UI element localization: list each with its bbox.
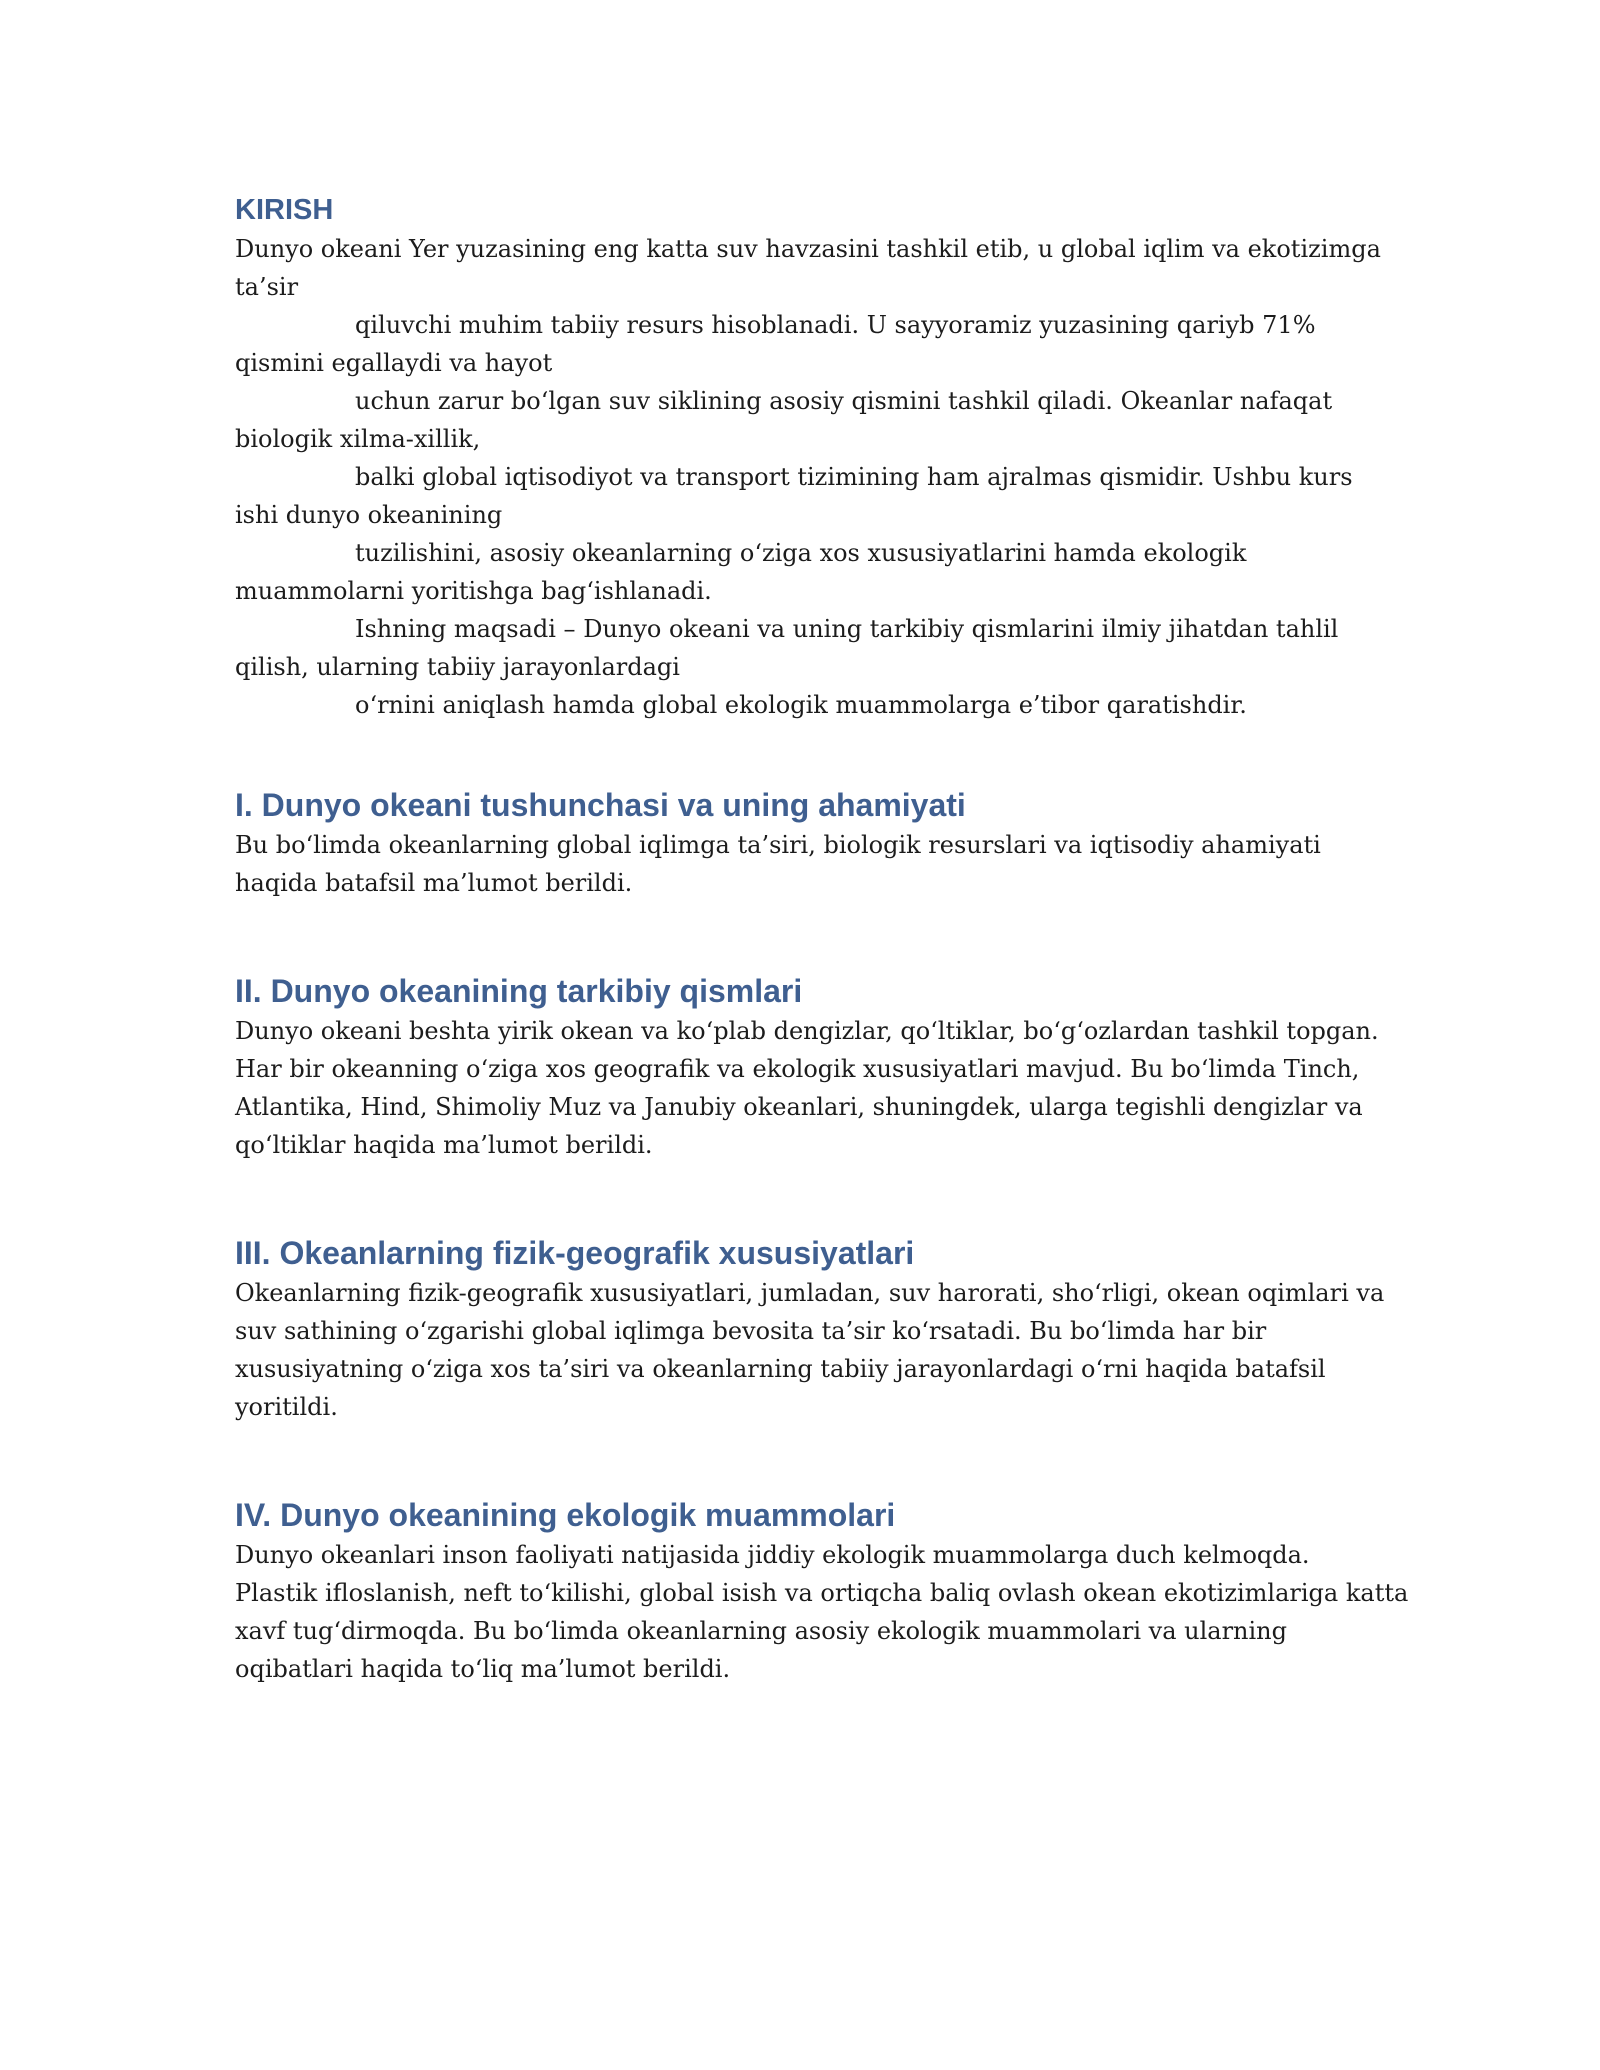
section-paragraph	[235, 1274, 1385, 1426]
section-line: xavf tug‘dirmoqda. Bu bo‘limda okeanlarning asosiy ekologik muammolari va ularning	[235, 1617, 1287, 1645]
section-line: Har bir okeanning o‘ziga xos geografik va ekologik xususiyatlari mavjud. Bu bo‘limda Tinch,	[235, 1055, 1360, 1083]
section-line: Plastik ifloslanish, neft to‘kilishi, global isish va ortiqcha baliq ovlash okean ekotizimlariga katta	[235, 1579, 1409, 1607]
intro-heading: KIRISH	[235, 194, 334, 226]
intro-line: Ishning maqsadi – Dunyo okeani va uning tarkibiy qismlarini ilmiy jihatdan tahlil	[355, 615, 1339, 643]
intro-line: uchun zarur bo‘lgan suv siklining asosiy qismini tashkil qiladi. Okeanlar nafaqat	[355, 387, 1333, 415]
intro-line: qiluvchi muhim tabiiy resurs hisoblanadi. U sayyoramiz yuzasining qariyb 71%	[355, 311, 1316, 339]
section-4	[235, 1494, 1409, 1688]
intro-line: Dunyo okeani Yer yuzasining eng katta suv havzasini tashkil etib, u global iqlim va ekotizimga	[235, 235, 1381, 263]
intro-line: ta’sir	[235, 273, 299, 301]
section-line: suv sathining o‘zgarishi global iqlimga bevosita ta’sir ko‘rsatadi. Bu bo‘limda har bir	[235, 1317, 1267, 1345]
intro-line: muammolarni yoritishga bag‘ishlanadi.	[235, 577, 712, 605]
intro-line: balki global iqtisodiyot va transport tizimining ham ajralmas qismidir. Ushbu kurs	[355, 463, 1353, 491]
intro-line: qismini egallaydi va hayot	[235, 349, 553, 377]
section-heading: IV. Dunyo okeanining ekologik muammolari	[235, 1497, 896, 1533]
intro-line: biologik xilma-xillik,	[235, 425, 481, 453]
section-heading: I. Dunyo okeani tushunchasi va uning ahamiyati	[235, 787, 966, 823]
section-line: Bu bo‘limda okeanlarning global iqlimga ta’siri, biologik resurslari va iqtisodiy ahamiyati	[235, 831, 1321, 859]
section-1	[235, 784, 1365, 902]
section-2	[235, 970, 1379, 1164]
document-page	[235, 190, 1409, 1688]
section-heading: III. Okeanlarning fizik-geografik xususiyatlari	[235, 1235, 915, 1271]
section-line: oqibatlari haqida to‘liq ma’lumot berildi.	[235, 1655, 731, 1683]
section-paragraph	[235, 1536, 1409, 1688]
section-line: haqida batafsil ma’lumot berildi.	[235, 869, 633, 897]
intro-line: o‘rnini aniqlash hamda global ekologik muammolarga e’tibor qaratishdir.	[355, 691, 1247, 719]
intro-line: qilish, ularning tabiiy jarayonlardagi	[235, 653, 680, 681]
section-3	[235, 1232, 1385, 1426]
section-paragraph	[235, 1012, 1379, 1164]
intro-line: ishi dunyo okeanining	[235, 501, 503, 529]
section-line: Okeanlarning fizik-geografik xususiyatlari, jumladan, suv harorati, sho‘rligi, okean oqimlari va	[235, 1279, 1385, 1307]
section-line: yoritildi.	[235, 1393, 338, 1421]
intro-paragraph	[235, 230, 1381, 724]
intro-line: tuzilishini, asosiy okeanlarning o‘ziga xos xususiyatlarini hamda ekologik	[355, 539, 1247, 567]
section-line: Dunyo okeanlari inson faoliyati natijasida jiddiy ekologik muammolarga duch kelmoqda.	[235, 1541, 1310, 1569]
section-paragraph	[235, 826, 1365, 902]
section-heading: II. Dunyo okeanining tarkibiy qismlari	[235, 973, 803, 1009]
section-line: qo‘ltiklar haqida ma’lumot berildi.	[235, 1131, 653, 1159]
section-line: xususiyatning o‘ziga xos ta’siri va okeanlarning tabiiy jarayonlardagi o‘rni haqida batafsil	[235, 1355, 1326, 1383]
section-line: Dunyo okeani beshta yirik okean va ko‘plab dengizlar, qo‘ltiklar, bo‘g‘ozlardan tashkil topgan.	[235, 1017, 1379, 1045]
section-line: Atlantika, Hind, Shimoliy Muz va Janubiy okeanlari, shuningdek, ularga tegishli dengizlar va	[235, 1093, 1363, 1121]
